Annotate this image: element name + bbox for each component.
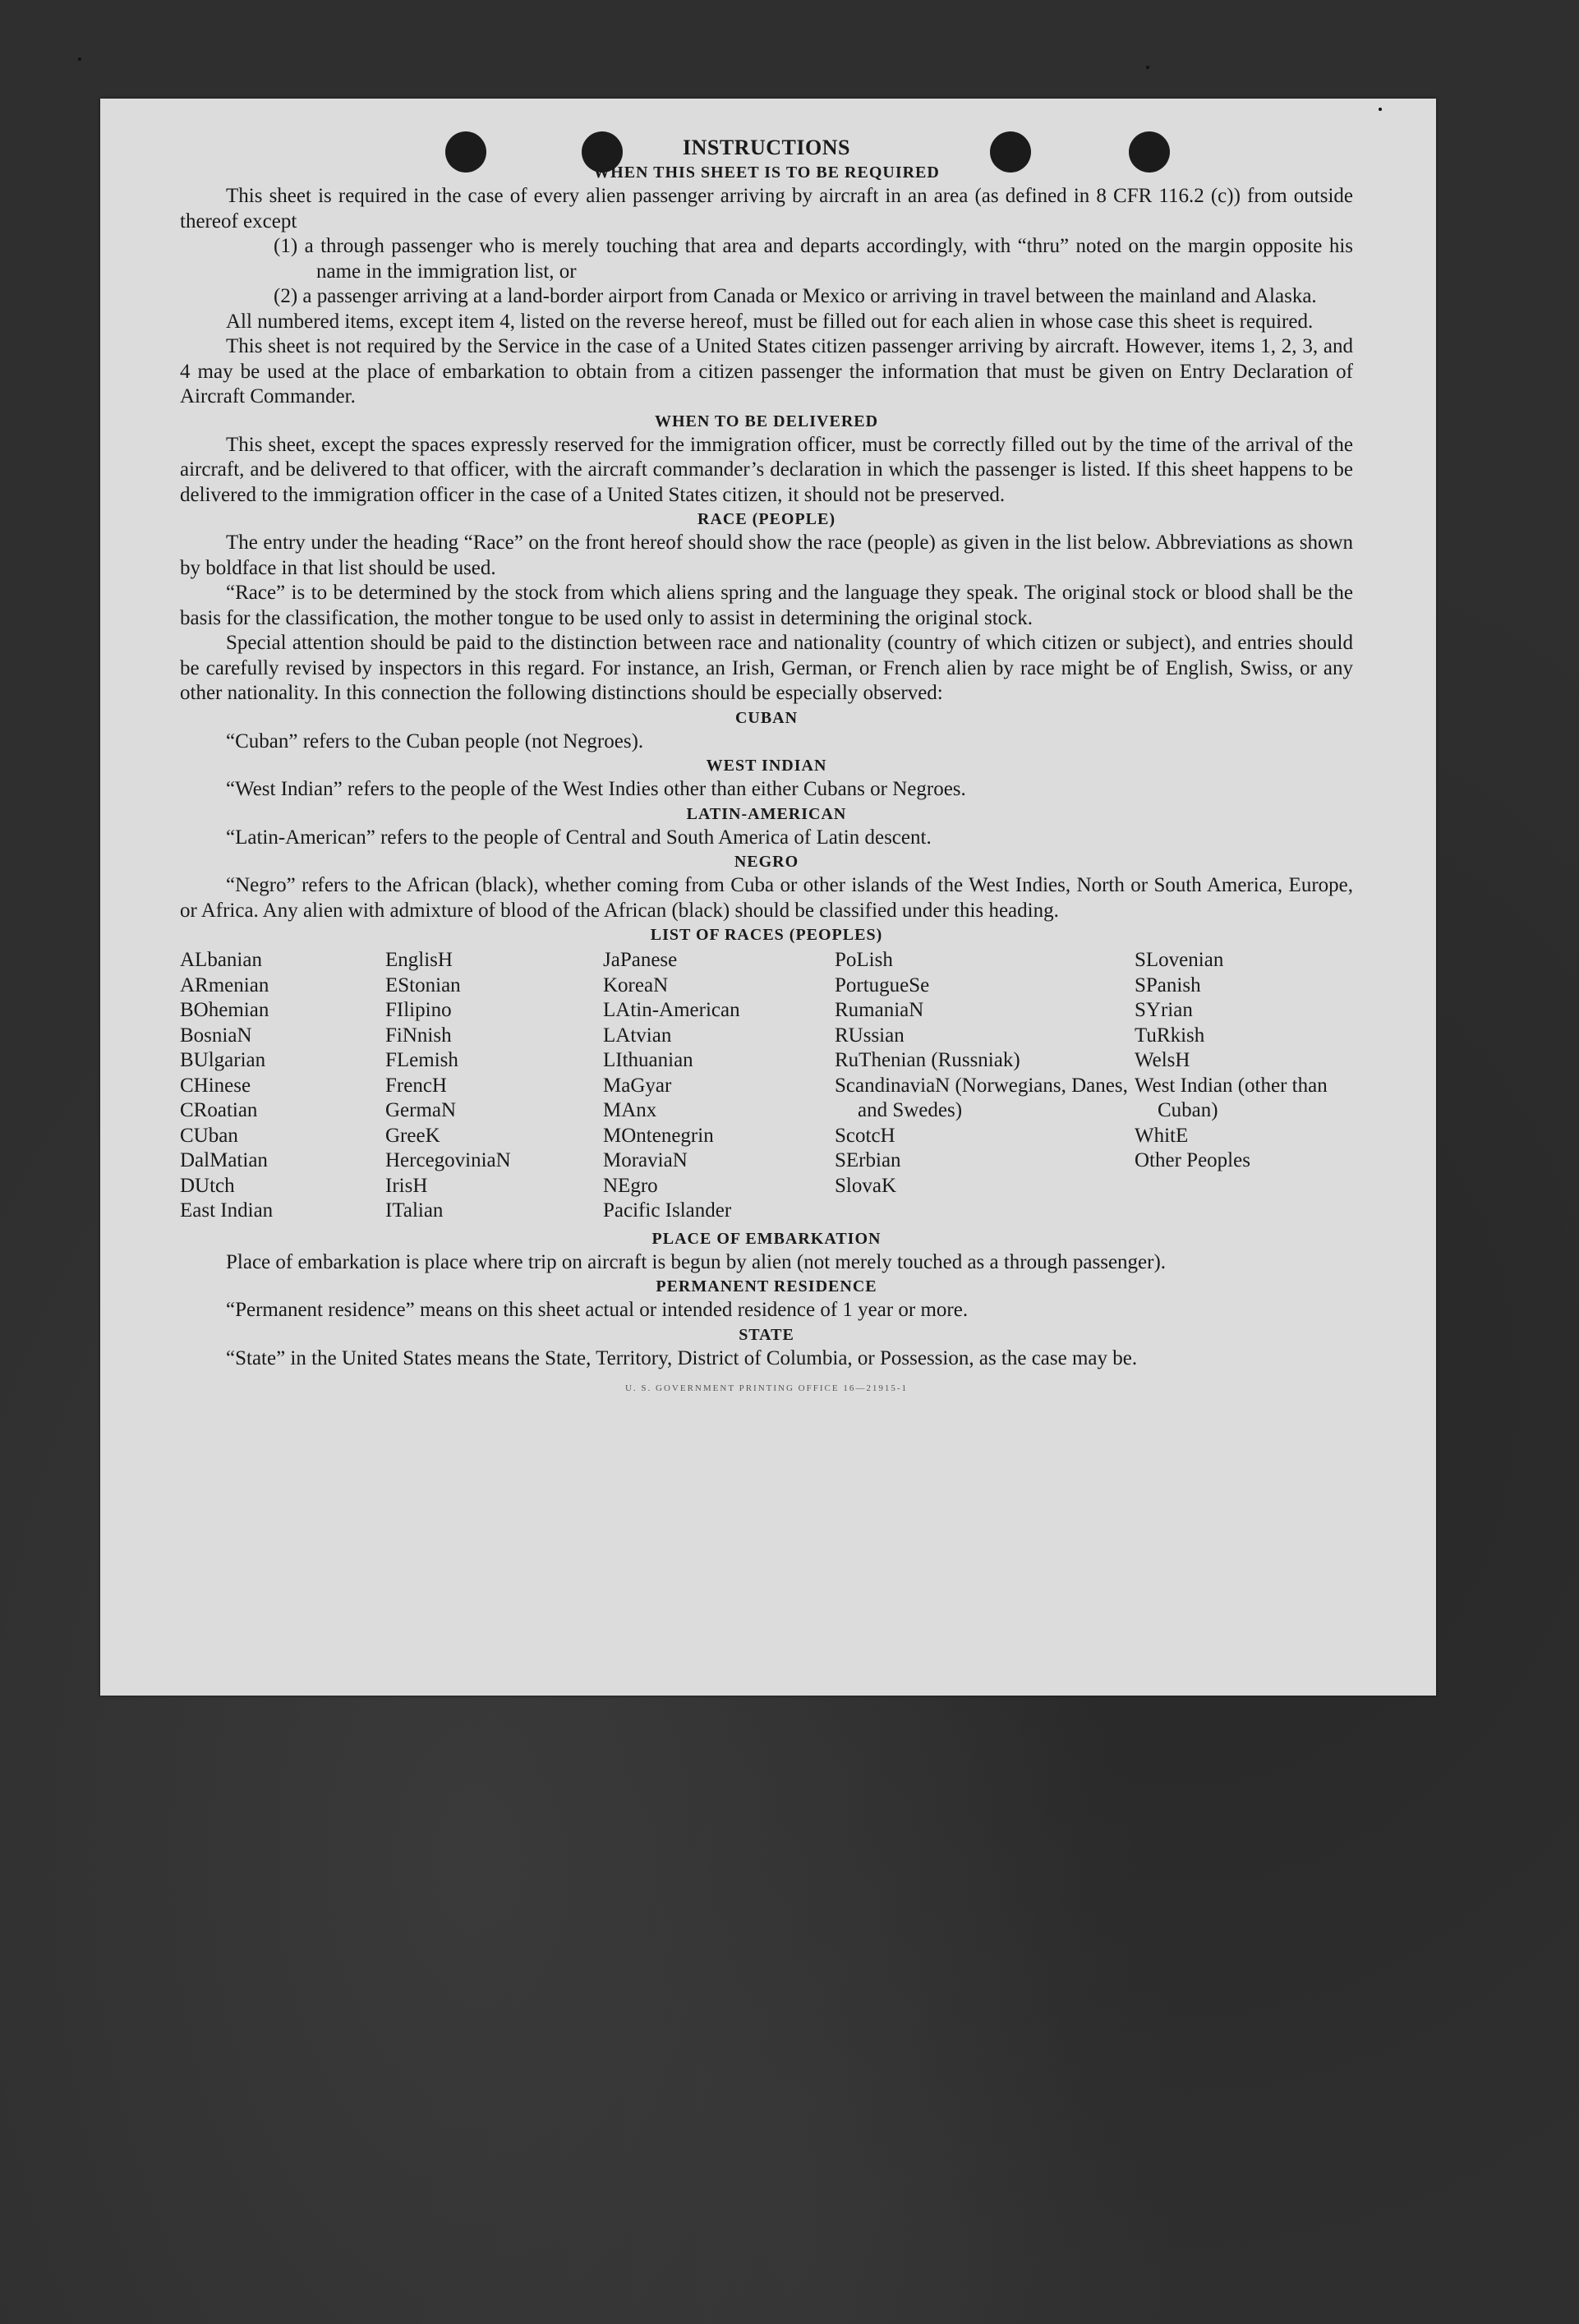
- race-entry: GermaN: [385, 1099, 457, 1121]
- race-para-3: Special attention should be paid to the distinction between race and nationality (country of which citizen or subject), and entries should be carefully revised by inspectors in this regard. For instance, an Irish, German, or French alien by race might be of English, Swiss, or any other nationality. In this connection the following distinctions should be especially observed:: [180, 632, 1353, 704]
- races-column: [385, 948, 603, 1224]
- residence-text: “Permanent residence” means on this sheet actual or intended residence of 1 year or more.: [226, 1299, 969, 1321]
- race-entry: FiNnish: [385, 1024, 452, 1047]
- section-heading-residence: PERMANENT RESIDENCE: [656, 1277, 877, 1295]
- race-entry: BUlgarian: [180, 1049, 266, 1071]
- section-heading-race: RACE (PEOPLE): [697, 510, 836, 528]
- race-entry: DalMatian: [180, 1149, 268, 1171]
- races-column: [835, 948, 1135, 1224]
- negro-text: “Negro” refers to the African (black), whether coming from Cuba or other islands of the West Indies, North or South America, Europe, or Africa. Any alien with admixture of blood of the African (black) should be classified under this heading.: [180, 874, 1353, 922]
- state-text: “State” in the United States means the State, Territory, District of Columbia, or Possession, as the case may be.: [226, 1346, 1138, 1369]
- race-entry: RumaniaN: [835, 999, 924, 1021]
- race-entry: KoreaN: [603, 973, 669, 996]
- required-item-1: (1) a through passenger who is merely touching that area and departs accordingly, with “thru” noted on the margin opposite his name in the immigration list, or: [274, 235, 1353, 283]
- race-entry: RuThenian (Russniak): [835, 1049, 1020, 1071]
- races-column: [603, 948, 835, 1224]
- races-column: [1135, 948, 1353, 1224]
- race-entry: RUssian: [835, 1024, 905, 1047]
- race-entry: ARmenian: [180, 973, 269, 996]
- race-entry: MoraviaN: [603, 1149, 688, 1171]
- race-entry: DUtch: [180, 1174, 235, 1197]
- race-entry: SLovenian: [1135, 949, 1224, 971]
- race-entry: TuRkish: [1135, 1024, 1205, 1047]
- race-entry: ScotcH: [835, 1124, 895, 1147]
- race-entry: LAtin-American: [603, 999, 740, 1021]
- race-entry: EnglisH: [385, 949, 453, 971]
- dust-speck: [1146, 66, 1149, 69]
- section-heading-delivered: WHEN TO BE DELIVERED: [654, 412, 879, 430]
- race-entry: ITalian: [385, 1199, 444, 1222]
- race-entry: GreeK: [385, 1124, 440, 1147]
- race-entry: LAtvian: [603, 1024, 672, 1047]
- race-entry: SErbian: [835, 1149, 901, 1171]
- section-heading-state: STATE: [739, 1325, 794, 1344]
- race-entry: ALbanian: [180, 949, 262, 971]
- embarkation-text: Place of embarkation is place where trip on aircraft is begun by alien (not merely touched as a through passenger).: [226, 1250, 1167, 1273]
- delivered-text: This sheet, except the spaces expressly reserved for the immigration officer, must be correctly filled out by the time of the arrival of the aircraft, and be delivered to that officer, with the aircraft commander’s declaration in which the passenger is listed. If this sheet happens to be delivered to the immigration officer in the case of a United States citizen, it should not be preserved.: [180, 433, 1353, 506]
- race-entry: East Indian: [180, 1199, 274, 1222]
- section-heading-embarkation: PLACE OF EMBARKATION: [651, 1229, 882, 1248]
- race-entry: LIthuanian: [603, 1049, 693, 1071]
- section-heading-cuban: CUBAN: [734, 708, 799, 727]
- section-heading-list-of-races: LIST OF RACES (PEOPLES): [650, 926, 883, 944]
- race-entry: PoLish: [835, 949, 893, 971]
- race-entry: NEgro: [603, 1174, 658, 1197]
- race-entry: FIlipino: [385, 999, 452, 1021]
- race-entry: WhitE: [1135, 1124, 1189, 1147]
- section-heading-latin-american: LATIN-AMERICAN: [686, 804, 847, 823]
- race-entry: MaGyar: [603, 1074, 672, 1097]
- dust-speck: [78, 58, 81, 61]
- race-entry: SPanish: [1135, 973, 1201, 996]
- race-entry: CHinese: [180, 1074, 251, 1097]
- race-entry: Pacific Islander: [603, 1199, 732, 1222]
- required-intro: This sheet is required in the case of every alien passenger arriving by aircraft in an area (as defined in 8 CFR 116.2 (c)) from outside thereof except: [180, 185, 1353, 232]
- race-entry: EStonian: [385, 973, 461, 996]
- race-entry: SYrian: [1135, 999, 1193, 1021]
- required-para-3: This sheet is not required by the Service in the case of a United States citizen passenger arriving by aircraft. However, items 1, 2, 3, and 4 may be used at the place of embarkation to obtain from a citizen passenger the information that must be given on Entry Declaration of Aircraft Commander.: [180, 335, 1353, 407]
- race-entry: PortugueSe: [835, 973, 930, 996]
- sheet-content: [180, 135, 1353, 1401]
- section-heading-west-indian: WEST INDIAN: [706, 757, 827, 775]
- required-para-2: All numbered items, except item 4, listed on the reverse hereof, must be filled out for each alien in whose case this sheet is required.: [226, 310, 1314, 333]
- race-entry: IrisH: [385, 1174, 428, 1197]
- required-item-2: (2) a passenger arriving at a land-border airport from Canada or Mexico or arriving in travel between the mainland and Alaska.: [274, 285, 1317, 307]
- race-entry: West Indian (other than Cuban): [1135, 1074, 1328, 1121]
- race-entry: CUban: [180, 1124, 238, 1147]
- race-entry: FLemish: [385, 1049, 458, 1071]
- race-para-2: “Race” is to be determined by the stock from which aliens spring and the language they speak. The original stock or blood shall be the basis for the classification, the mother tongue to be used only to assist in determining the original stock.: [180, 582, 1353, 629]
- page-title: INSTRUCTIONS: [683, 136, 850, 159]
- race-entry: SlovaK: [835, 1174, 896, 1197]
- race-entry: MOntenegrin: [603, 1124, 714, 1147]
- race-entry: WelsH: [1135, 1049, 1190, 1071]
- west-indian-text: “West Indian” refers to the people of the West Indies other than either Cubans or Negroes.: [226, 778, 966, 800]
- dust-speck: [1379, 108, 1382, 111]
- race-entry: FrencH: [385, 1074, 447, 1097]
- printer-imprint: U. S. GOVERNMENT PRINTING OFFICE 16—21915-1: [624, 1383, 908, 1393]
- instruction-sheet: [100, 99, 1436, 1696]
- races-list: [180, 948, 1353, 1224]
- race-entry: Other Peoples: [1135, 1149, 1250, 1171]
- race-para-1: The entry under the heading “Race” on the front hereof should show the race (people) as given in the list below. Abbreviations as shown by boldface in that list should be used.: [180, 532, 1353, 579]
- section-heading-required: WHEN THIS SHEET IS TO BE REQUIRED: [593, 163, 940, 182]
- race-entry: ScandinaviaN (Norwegians, Danes, and Swedes): [835, 1074, 1128, 1121]
- latin-american-text: “Latin-American” refers to the people of Central and South America of Latin descent.: [226, 826, 932, 849]
- races-column: [180, 948, 385, 1224]
- race-entry: HercegoviniaN: [385, 1149, 511, 1171]
- race-entry: BosniaN: [180, 1024, 252, 1047]
- section-heading-negro: NEGRO: [734, 853, 799, 871]
- race-entry: BOhemian: [180, 999, 269, 1021]
- race-entry: JaPanese: [603, 949, 678, 971]
- race-entry: MAnx: [603, 1099, 657, 1121]
- cuban-text: “Cuban” refers to the Cuban people (not Negroes).: [226, 729, 644, 752]
- race-entry: CRoatian: [180, 1099, 258, 1121]
